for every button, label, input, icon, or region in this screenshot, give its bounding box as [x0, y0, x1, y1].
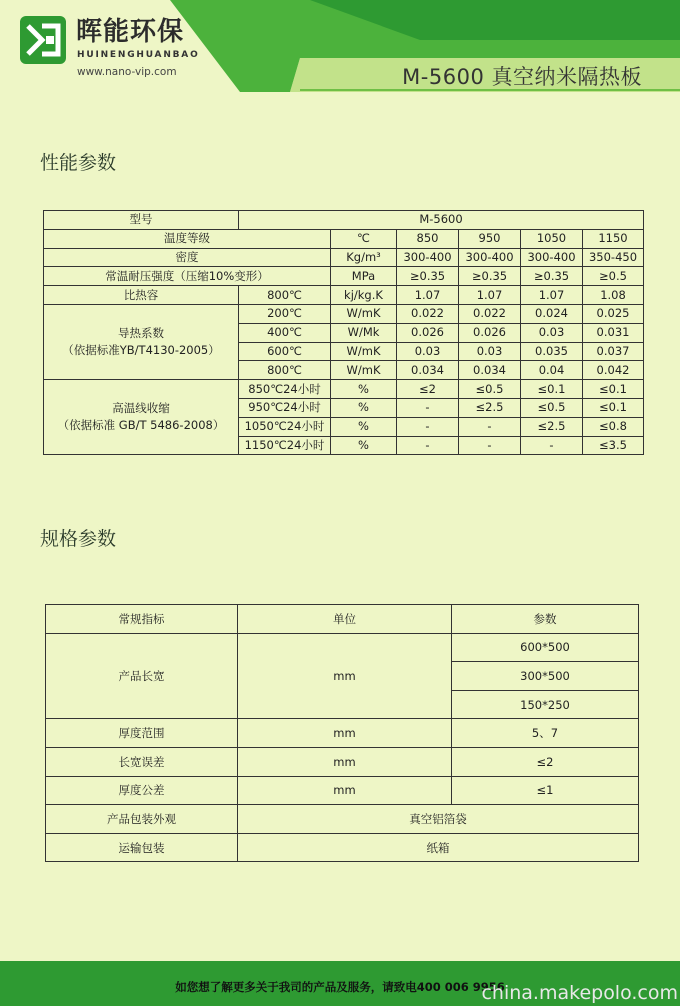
value-cell: 1.07: [397, 286, 459, 305]
value-cell: -: [397, 417, 459, 436]
value-cell: 0.03: [521, 323, 583, 342]
value-cell: ≤2.5: [459, 398, 521, 417]
column-header: 单位: [238, 605, 452, 634]
row-label: 产品长宽: [46, 633, 238, 719]
table-row: [44, 286, 644, 305]
row-label: 长宽误差: [46, 747, 238, 776]
value-cell: 300*500: [452, 662, 639, 691]
value-cell: 0.022: [397, 304, 459, 323]
value-cell: ≤0.8: [583, 417, 644, 436]
table-header-row: [46, 605, 639, 634]
unit-cell: ℃: [331, 229, 397, 248]
value-cell: ≤0.1: [521, 380, 583, 399]
condition-cell: 400℃: [239, 323, 331, 342]
unit-cell: W/mK: [331, 342, 397, 361]
value-cell: 300-400: [459, 248, 521, 267]
condition-cell: 600℃: [239, 342, 331, 361]
row-label: 厚度范围: [46, 719, 238, 748]
value-cell: ≤3.5: [583, 436, 644, 455]
row-label: 比热容: [44, 286, 239, 305]
brand-name-cn: 晖能环保: [76, 17, 185, 47]
table-row: [44, 380, 644, 399]
document-title: M-5600 真空纳米隔热板: [402, 65, 642, 89]
value-cell: ≥0.35: [459, 267, 521, 286]
value-cell: 1050: [521, 229, 583, 248]
value-cell: 5、7: [452, 719, 639, 748]
unit-cell: W/Mk: [331, 323, 397, 342]
condition-cell: 800℃: [239, 361, 331, 380]
standard-note: （依据标准 GB/T 5486-2008）: [57, 418, 225, 433]
value-cell: 0.03: [459, 342, 521, 361]
value-cell: 0.026: [397, 323, 459, 342]
row-label: 型号: [44, 211, 239, 230]
row-label: 高温线收缩: [112, 401, 170, 416]
table-row: [44, 248, 644, 267]
condition-cell: 200℃: [239, 304, 331, 323]
watermark: china.makepolo.com: [481, 982, 678, 1004]
table-row: [46, 747, 639, 776]
column-header: 常规指标: [46, 605, 238, 634]
value-cell: 300-400: [397, 248, 459, 267]
value-cell: 纸箱: [238, 833, 639, 862]
unit-cell: mm: [238, 719, 452, 748]
value-cell: 1.07: [459, 286, 521, 305]
condition-cell: 1050℃24小时: [239, 417, 331, 436]
value-cell: 350-450: [583, 248, 644, 267]
value-cell: -: [521, 436, 583, 455]
performance-table: [43, 210, 644, 455]
condition-cell: 850℃24小时: [239, 380, 331, 399]
value-cell: 0.042: [583, 361, 644, 380]
value-cell: ≥0.35: [521, 267, 583, 286]
table-row: [44, 211, 644, 230]
spec-table: [45, 604, 639, 862]
value-cell: 0.03: [397, 342, 459, 361]
value-cell: 1150: [583, 229, 644, 248]
value-cell: 0.034: [397, 361, 459, 380]
value-cell: ≤0.5: [459, 380, 521, 399]
value-cell: 0.037: [583, 342, 644, 361]
table-row: [46, 805, 639, 834]
row-label: 常温耐压强度（压缩10%变形）: [44, 267, 331, 286]
unit-cell: mm: [238, 776, 452, 805]
row-label: 厚度公差: [46, 776, 238, 805]
value-cell: -: [459, 417, 521, 436]
value-cell: 1.07: [521, 286, 583, 305]
conductivity-label: [44, 304, 239, 379]
value-cell: 0.026: [459, 323, 521, 342]
value-cell: ≤0.5: [521, 398, 583, 417]
value-cell: 950: [459, 229, 521, 248]
value-cell: ≤0.1: [583, 380, 644, 399]
value-cell: -: [397, 398, 459, 417]
unit-cell: %: [331, 417, 397, 436]
row-label: 产品包装外观: [46, 805, 238, 834]
brand-logo-icon: [20, 16, 66, 64]
value-cell: 0.04: [521, 361, 583, 380]
row-label: 密度: [44, 248, 331, 267]
value-cell: 0.034: [459, 361, 521, 380]
value-cell: ≥0.35: [397, 267, 459, 286]
value-cell: -: [459, 436, 521, 455]
table-row: [46, 719, 639, 748]
table-row: [44, 267, 644, 286]
value-cell: 850: [397, 229, 459, 248]
unit-cell: MPa: [331, 267, 397, 286]
table-row: [44, 304, 644, 323]
unit-cell: Kg/m³: [331, 248, 397, 267]
brand-url: www.nano-vip.com: [77, 66, 177, 78]
spec-section-title: 规格参数: [40, 528, 117, 550]
brand-name-en: HUINENGHUANBAO: [77, 50, 200, 60]
shrinkage-label: [44, 380, 239, 455]
column-header: 参数: [452, 605, 639, 634]
value-cell: ≤2.5: [521, 417, 583, 436]
value-cell: 0.035: [521, 342, 583, 361]
page-header: [0, 0, 680, 92]
standard-note: （依据标准YB/T4130-2005）: [62, 343, 220, 358]
value-cell: 150*250: [452, 690, 639, 719]
unit-cell: %: [331, 436, 397, 455]
model-value: M-5600: [239, 211, 644, 230]
value-cell: 真空铝箔袋: [238, 805, 639, 834]
value-cell: ≥0.5: [583, 267, 644, 286]
performance-section-title: 性能参数: [40, 152, 117, 174]
unit-cell: kj/kg.K: [331, 286, 397, 305]
row-label: 温度等级: [44, 229, 331, 248]
value-cell: 0.024: [521, 304, 583, 323]
unit-cell: %: [331, 380, 397, 399]
value-cell: 600*500: [452, 633, 639, 662]
row-label: 运输包装: [46, 833, 238, 862]
value-cell: ≤2: [452, 747, 639, 776]
row-label: 导热系数: [118, 326, 164, 341]
value-cell: 0.031: [583, 323, 644, 342]
value-cell: ≤0.1: [583, 398, 644, 417]
unit-cell: W/mK: [331, 304, 397, 323]
value-cell: 0.022: [459, 304, 521, 323]
table-row: [46, 776, 639, 805]
condition-cell: 950℃24小时: [239, 398, 331, 417]
value-cell: 1.08: [583, 286, 644, 305]
value-cell: ≤2: [397, 380, 459, 399]
contact-text: 如您想了解更多关于我司的产品及服务，请致电400 006 9956: [175, 980, 505, 994]
value-cell: -: [397, 436, 459, 455]
value-cell: ≤1: [452, 776, 639, 805]
table-row: [46, 633, 639, 662]
table-row: [46, 833, 639, 862]
unit-cell: mm: [238, 747, 452, 776]
unit-cell: %: [331, 398, 397, 417]
unit-cell: mm: [238, 633, 452, 719]
value-cell: 300-400: [521, 248, 583, 267]
unit-cell: W/mK: [331, 361, 397, 380]
condition-cell: 800℃: [239, 286, 331, 305]
condition-cell: 1150℃24小时: [239, 436, 331, 455]
value-cell: 0.025: [583, 304, 644, 323]
table-row: [44, 229, 644, 248]
